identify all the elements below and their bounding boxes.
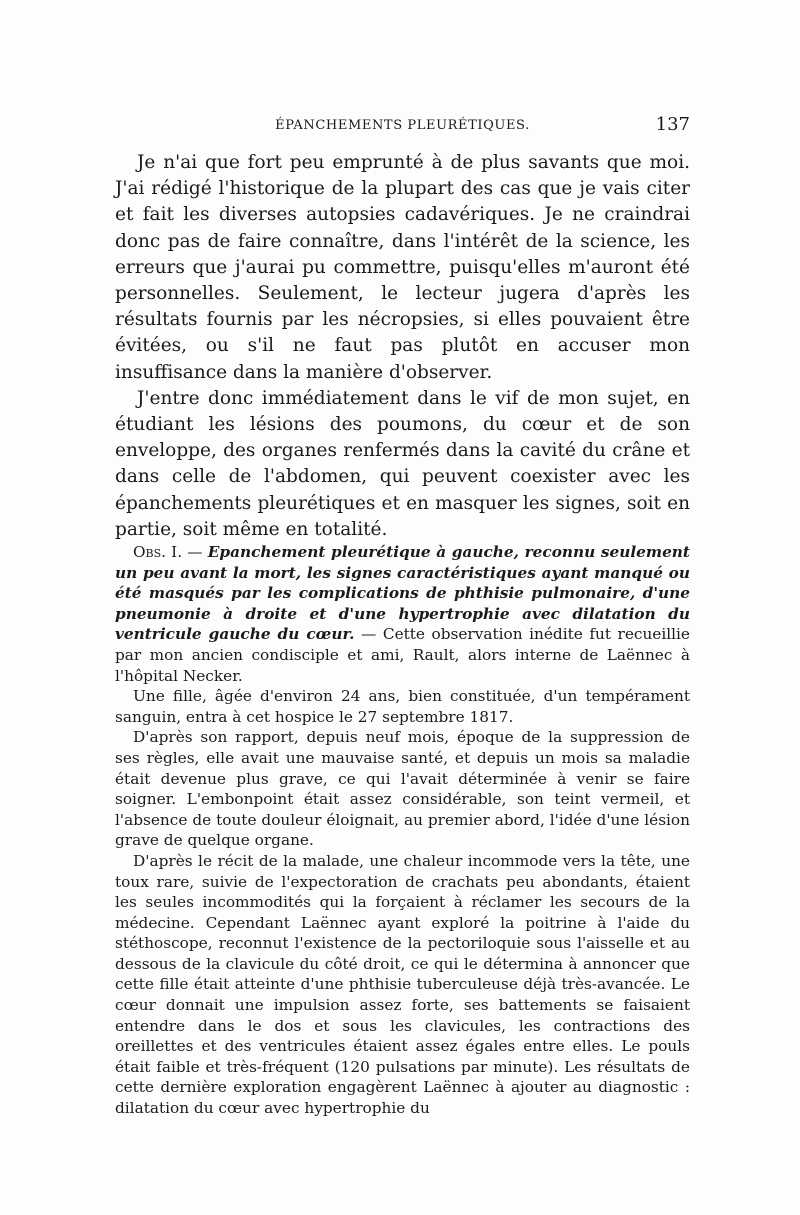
paragraph: D'après son rapport, depuis neuf mois, époque de la suppression de ses règles, elle avait une mauvaise santé, et depuis un mois sa maladie était devenue plus grave, ce qui l'avait déterminée à venir se faire soigner. L'embonpoint était assez considérable, son teint vermeil, et l'absence de toute douleur éloignait, au premier abord, l'idée d'une lésion grave de quelque organe. bbox=[115, 728, 690, 850]
main-text bbox=[115, 150, 690, 543]
observation-title: Epanchement pleurétique à gauche, reconnu seulement un peu avant la mort, les signes caractéristiques ayant manqué ou été masqués par les complications de phthisie pulmonaire, d'une pneumonie à droite et d'une hypertrophie avec dilatation du ventricule gauche du cœur. bbox=[115, 543, 690, 644]
observation-section bbox=[115, 542, 690, 1119]
paragraph: Une fille, âgée d'environ 24 ans, bien constituée, d'un tempérament sanguin, entra à cet hospice le 27 septembre 1817. bbox=[115, 687, 690, 726]
observation-label: Obs. I. — bbox=[133, 543, 203, 561]
running-header bbox=[115, 116, 690, 140]
paragraph: J'entre donc immédiatement dans le vif de mon sujet, en étudiant les lésions des poumons, du cœur et de son enveloppe, des organes renfermés dans la cavité du crâne et dans celle de l'abdomen, qui peuvent coexister avec les épanchements pleurétiques et en masquer les signes, soit en partie, soit même en totalité. bbox=[115, 387, 690, 540]
page-number: 137 bbox=[655, 114, 690, 135]
paragraph: D'après le récit de la malade, une chaleur incommode vers la tête, une toux rare, suivie de l'expectoration de crachats peu abondants, étaient les seules incommodités qui la forçaient à réclamer les secours de la médecine. Cependant Laënnec ayant exploré la poitrine à l'aide du stéthoscope, reconnut l'existence de la pectoriloquie sous l'aisselle et au dessous de la clavicule du côté droit, ce qui le détermina à annoncer que cette fille était atteinte d'une phthisie tuberculeuse déjà très-avancée. Le cœur donnait une impulsion assez forte, ses battements se faisaient entendre dans le dos et sous les clavicules, les contractions des oreillettes et des ventricules étaient assez égales entre elles. Le pouls était faible et très-fréquent (120 pulsations par minute). Les résultats de cette dernière exploration engagèrent Laënnec à ajouter au diagnostic : dilatation du cœur avec hypertrophie du bbox=[115, 851, 690, 1118]
running-title: ÉPANCHEMENTS PLEURÉTIQUES. bbox=[275, 118, 530, 133]
observation-heading bbox=[115, 542, 690, 686]
paragraph: Je n'ai que fort peu emprunté à de plus savants que moi. J'ai rédigé l'historique de la plupart des cas que je vais citer et fait les diverses autopsies cadavériques. Je ne craindrai donc pas de faire connaître, dans l'intérêt de la science, les erreurs que j'aurai pu commettre, puisqu'elles m'auront été personnelles. Seulement, le lecteur jugera d'après les résultats fournis par les nécropsies, si elles pouvaient être évitées, ou s'il ne faut pas plutôt en accuser mon insuffisance dans la manière d'observer. bbox=[115, 152, 690, 383]
observation-intro: — Cette observation inédite fut recueillie par mon ancien condisciple et ami, Rault, alors interne de Laënnec à l'hôpital Necker. bbox=[115, 625, 690, 685]
